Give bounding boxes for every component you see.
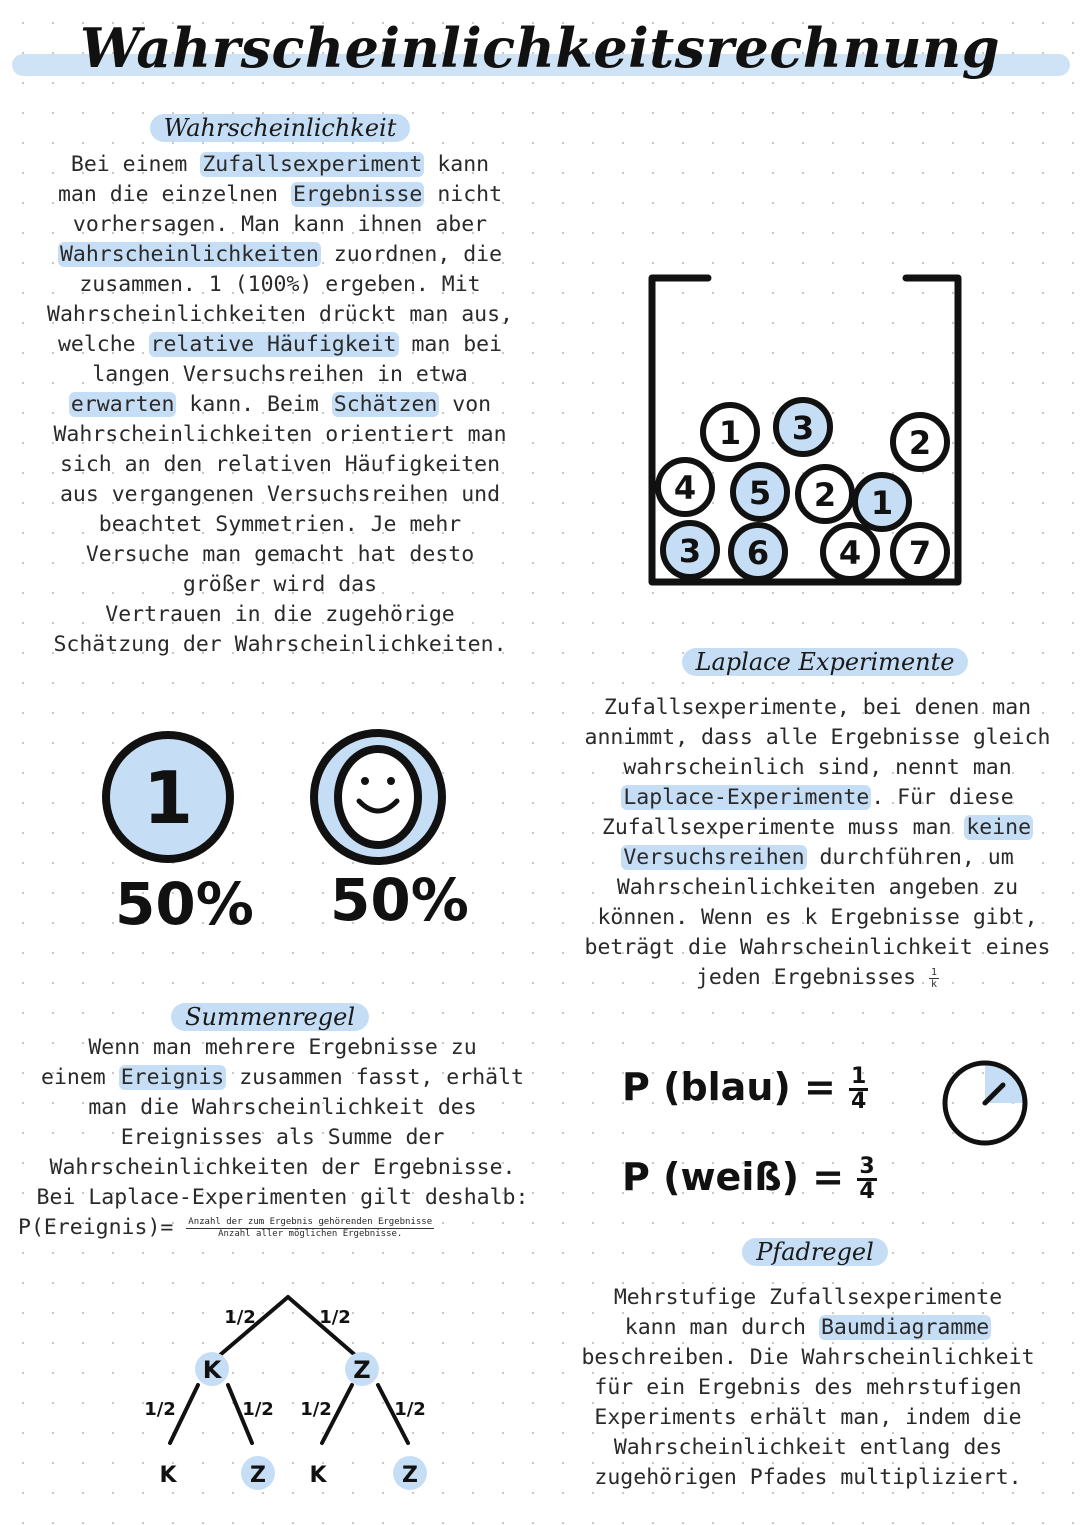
- text-line: [0, 330, 560, 360]
- text-segment: Wahrscheinlichkeiten drückt man aus,: [47, 302, 513, 327]
- tree-leaf-2: Z: [250, 1463, 266, 1488]
- urn-balls: [658, 400, 947, 579]
- text-line: [0, 210, 560, 240]
- formula-numerator: Anzahl der zum Ergebnis gehörenden Ergebnisse: [188, 1216, 433, 1227]
- text-line: [0, 540, 560, 570]
- text-line: [555, 933, 1080, 963]
- tree-prob-rr: 1/2: [394, 1399, 426, 1420]
- urn-ball-number: 4: [838, 534, 862, 572]
- text-line: [555, 753, 1080, 783]
- text-line: [0, 1183, 565, 1213]
- text-segment: einem: [41, 1065, 119, 1090]
- text-line: [0, 480, 560, 510]
- highlighted-term: Ergebnisse: [292, 182, 423, 207]
- urn-ball-number: 5: [748, 474, 772, 512]
- text-line: [0, 1063, 565, 1093]
- urn-ball-number: 2: [908, 424, 932, 462]
- text-line: [555, 783, 1080, 813]
- paragraph-laplace: [555, 693, 1080, 963]
- urn-ball-number: 1: [870, 484, 894, 522]
- text-segment: man bei: [398, 332, 503, 357]
- text-segment: Wahrscheinlichkeiten orientiert man: [53, 422, 507, 447]
- text-segment: von: [439, 392, 492, 417]
- tree-prob-rl: 1/2: [300, 1399, 332, 1420]
- text-segment: Bei einem: [70, 152, 201, 177]
- text-segment: durchführen, um: [806, 845, 1014, 870]
- heading-pfadregel-label: Pfadregel: [742, 1238, 888, 1266]
- text-segment: kann man durch: [624, 1315, 819, 1340]
- example-p-blau-text: P (blau) =: [622, 1065, 836, 1109]
- text-line: [548, 1343, 1068, 1373]
- text-line: [548, 1283, 1068, 1313]
- text-line: [555, 843, 1080, 873]
- text-segment: welche: [57, 332, 149, 357]
- text-segment: beachtet Symmetrien. Je mehr: [98, 512, 462, 537]
- urn-ball-number: 7: [908, 534, 932, 572]
- highlighted-term: Wahrscheinlichkeiten: [59, 242, 319, 267]
- paragraph-laplace-last: [555, 963, 1080, 993]
- text-segment: Experiments erhält man, indem die: [594, 1405, 1022, 1430]
- text-segment: Zufallsexperimente muss man: [601, 815, 965, 840]
- text-line: [0, 270, 560, 300]
- highlighted-term: erwarten: [70, 392, 175, 417]
- tree-leaf-3: K: [309, 1463, 327, 1488]
- text-line: [548, 1403, 1068, 1433]
- text-line: [0, 450, 560, 480]
- text-segment: langen Versuchsreihen in etwa: [92, 362, 468, 387]
- text-line: [0, 390, 560, 420]
- page-title: Wahrscheinlichkeitsrechnung: [79, 16, 1001, 80]
- tree-leaf-1: K: [159, 1463, 177, 1488]
- text-line: [548, 1313, 1068, 1343]
- text-line: [0, 360, 560, 390]
- text-segment: Wahrscheinlichkeiten der Ergebnisse.: [49, 1155, 516, 1180]
- paragraph-wahrscheinlichkeit: [0, 150, 560, 660]
- summenregel-formula: [18, 1213, 434, 1243]
- text-segment: sich an den relativen Häufigkeiten: [59, 452, 501, 477]
- text-segment: können. Wenn es k Ergebnisse gibt,: [597, 905, 1038, 930]
- heading-laplace-label: Laplace Experimente: [682, 648, 969, 676]
- text-segment: aus vergangenen Versuchsreihen und: [59, 482, 501, 507]
- text-segment: kann. Beim: [176, 392, 332, 417]
- text-segment: man die Wahrscheinlichkeit des: [88, 1095, 477, 1120]
- tree-prob-top-left: 1/2: [224, 1307, 256, 1328]
- text-segment: größer wird das: [182, 572, 378, 597]
- laplace-frac-num: 1: [930, 966, 938, 978]
- example-p-blau: [622, 1065, 868, 1113]
- heading-summenregel-label: Summenregel: [171, 1003, 369, 1031]
- text-line: [0, 630, 560, 660]
- text-line: [0, 1033, 565, 1063]
- text-line: [0, 420, 560, 450]
- text-line: [548, 1373, 1068, 1403]
- urn-ball-number: 1: [718, 414, 742, 452]
- urn-ball-number: 3: [791, 409, 815, 447]
- urn-ball-number: 2: [813, 476, 837, 514]
- example-p-weiss: [622, 1155, 877, 1203]
- highlighted-term: Ereignis: [120, 1065, 225, 1090]
- text-segment: zusammen. 1 (100%) ergeben. Mit: [79, 272, 481, 297]
- highlighted-term: Baumdiagramme: [820, 1315, 990, 1340]
- weiss-num: 3: [859, 1154, 875, 1179]
- text-segment: man die einzelnen: [57, 182, 291, 207]
- coin-back-label: 50%: [330, 866, 469, 934]
- text-segment: Ereignisses als Summe der: [120, 1125, 445, 1150]
- coin-front-symbol: 1: [142, 756, 194, 840]
- laplace-last-line-text: jeden Ergebnisses: [695, 965, 917, 990]
- formula-prefix: P(Ereignis)=: [18, 1215, 174, 1240]
- highlighted-term: Schätzen: [333, 392, 438, 417]
- text-line: [0, 570, 560, 600]
- formula-denominator: Anzahl aller möglichen Ergebnisse.: [218, 1228, 403, 1239]
- text-segment: Wahrscheinlichkeiten angeben zu: [616, 875, 1019, 900]
- text-segment: Mehrstufige Zufallsexperimente: [613, 1285, 1003, 1310]
- text-segment: wahrscheinlich sind, nennt man: [623, 755, 1012, 780]
- text-line: [0, 150, 560, 180]
- text-segment: vorhersagen. Man kann ihnen aber: [72, 212, 488, 237]
- text-segment: Versuche man gemacht hat desto: [85, 542, 475, 567]
- pie-quarter-icon: [935, 1055, 1035, 1155]
- urn-illustration: [630, 262, 980, 602]
- text-segment: annimmt, dass alle Ergebnisse gleich: [584, 725, 1051, 750]
- example-blau-fraction: [849, 1066, 868, 1113]
- text-segment: . Für diese: [871, 785, 1014, 810]
- coin-front-label: 50%: [115, 870, 254, 938]
- text-line: [555, 723, 1080, 753]
- text-line: [0, 180, 560, 210]
- example-weiss-fraction: [857, 1156, 876, 1203]
- coin-back-face: [338, 749, 418, 845]
- text-line: [555, 693, 1080, 723]
- urn-ball-number: 4: [673, 469, 697, 507]
- text-segment: Schätzung der Wahrscheinlichkeiten.: [53, 632, 507, 657]
- urn-ball-number: 3: [678, 532, 702, 570]
- smiley-eye-right: [387, 777, 395, 785]
- text-segment: beträgt die Wahrscheinlichkeit eines: [584, 935, 1051, 960]
- blau-num: 1: [851, 1064, 867, 1089]
- highlighted-term: relative Häufigkeit: [150, 332, 397, 357]
- text-line: [0, 600, 560, 630]
- tree-node-left: K: [202, 1356, 222, 1384]
- heading-wahrscheinlichkeit-label: Wahrscheinlichkeit: [150, 114, 411, 142]
- laplace-frac-den: k: [930, 978, 938, 990]
- blau-den: 4: [851, 1089, 867, 1114]
- highlighted-term: Versuchsreihen: [623, 845, 805, 870]
- text-line: [555, 813, 1080, 843]
- laplace-fraction: [929, 967, 939, 990]
- highlighted-term: Zufallsexperiment: [202, 152, 423, 177]
- smiley-eye-left: [361, 777, 369, 785]
- weiss-den: 4: [859, 1179, 875, 1204]
- text-line: [0, 300, 560, 330]
- text-line: [0, 1153, 565, 1183]
- text-line: [0, 1123, 565, 1153]
- formula-fraction: [186, 1217, 434, 1240]
- urn-ball-number: 6: [746, 534, 770, 572]
- text-segment: Wenn man mehrere Ergebnisse zu: [88, 1035, 477, 1060]
- text-segment: zugehörigen Pfades multipliziert.: [594, 1465, 1022, 1490]
- text-segment: nicht: [424, 182, 503, 207]
- highlighted-term: keine: [966, 815, 1032, 840]
- text-segment: beschreiben. Die Wahrscheinlichkeit: [581, 1345, 1035, 1370]
- text-line: [0, 240, 560, 270]
- tree-node-right: Z: [353, 1356, 371, 1384]
- text-segment: zusammen fasst, erhält: [226, 1065, 524, 1090]
- text-line: [555, 903, 1080, 933]
- tree-prob-lr: 1/2: [242, 1399, 274, 1420]
- heading-wahrscheinlichkeit: [140, 114, 420, 142]
- text-line: [555, 873, 1080, 903]
- text-segment: zuordnen, die: [320, 242, 503, 267]
- tree-prob-top-right: 1/2: [319, 1307, 351, 1328]
- example-p-weiss-text: P (weiß) =: [622, 1155, 845, 1199]
- text-line: [0, 1093, 565, 1123]
- heading-pfadregel: [700, 1238, 930, 1266]
- tree-diagram: [130, 1285, 440, 1505]
- text-line: [548, 1463, 1068, 1493]
- text-line: [548, 1433, 1068, 1463]
- paragraph-summenregel: [0, 1033, 565, 1213]
- text-segment: Zufallsexperimente, bei denen man: [603, 695, 1032, 720]
- tree-prob-ll: 1/2: [144, 1399, 176, 1420]
- coins-illustration: [95, 725, 455, 875]
- text-line: [0, 510, 560, 540]
- tree-leaf-4: Z: [402, 1463, 418, 1488]
- text-segment: Vertrauen in die zugehörige: [105, 602, 455, 627]
- heading-summenregel: [140, 1003, 400, 1031]
- paragraph-pfadregel: [548, 1283, 1068, 1493]
- text-segment: für ein Ergebnis des mehrstufigen: [594, 1375, 1022, 1400]
- heading-laplace: [680, 648, 970, 676]
- text-segment: Wahrscheinlichkeit entlang des: [613, 1435, 1003, 1460]
- text-segment: kann: [424, 152, 490, 177]
- text-segment: Bei Laplace-Experimenten gilt deshalb:: [36, 1185, 529, 1210]
- highlighted-term: Laplace-Experimente: [623, 785, 870, 810]
